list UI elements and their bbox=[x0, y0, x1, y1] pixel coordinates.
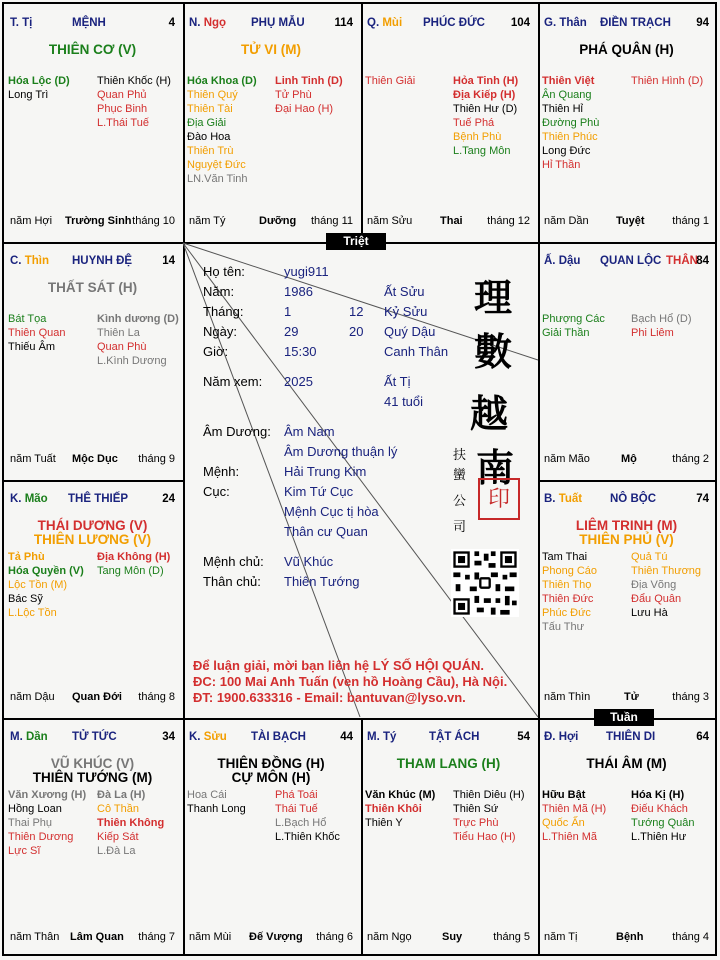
star: Thiên Khôi bbox=[365, 803, 422, 815]
palace-dan[interactable] bbox=[4, 718, 181, 956]
star: Thiên Phúc bbox=[542, 131, 598, 143]
view-year-can: Ất Tị bbox=[384, 374, 411, 389]
star: Thiên Hư (D) bbox=[453, 103, 518, 115]
star: Phong Cáo bbox=[542, 565, 598, 577]
major-star: VŨ KHÚC (V) bbox=[50, 756, 135, 771]
star: Tuế Phá bbox=[453, 117, 495, 129]
palace-branch: N. bbox=[189, 17, 204, 29]
star: Đại Hao (H) bbox=[275, 103, 334, 115]
star: Địa Võng bbox=[631, 579, 677, 591]
palace-cycle: Dưỡng bbox=[259, 215, 297, 227]
star: Thiên Quan bbox=[8, 327, 66, 339]
palace-branch: C. bbox=[10, 255, 25, 267]
star: Tam Thai bbox=[542, 551, 588, 563]
small-calligraphy: 扶 bbox=[453, 448, 467, 463]
small-calligraphy: 司 bbox=[453, 520, 467, 535]
star: Thiên Khốc (H) bbox=[97, 75, 171, 87]
menh-value: Hải Trung Kim bbox=[284, 464, 367, 479]
palace-month: tháng 2 bbox=[672, 453, 709, 465]
contact-address: ĐC: 100 Mai Anh Tuấn (ven hồ Hoàng Cầu), Hà Nội. bbox=[193, 674, 508, 689]
star: Tướng Quân bbox=[631, 817, 695, 829]
palace-branch: Tuất bbox=[558, 493, 583, 505]
star: Địa Không (H) bbox=[97, 551, 171, 563]
day-label: Ngày: bbox=[203, 324, 237, 339]
amduong-label: Âm Dương: bbox=[203, 424, 271, 439]
star: Thiên Quý bbox=[187, 89, 238, 101]
than-position: Thân cư Quan bbox=[284, 524, 368, 539]
palace-year: năm Tuất bbox=[10, 453, 56, 465]
star: Đường Phù bbox=[542, 117, 600, 129]
star: Văn Xương (H) bbox=[8, 789, 87, 801]
palace-month: tháng 5 bbox=[493, 931, 530, 943]
star: L.Lộc Tồn bbox=[8, 607, 57, 619]
star: L.Thiên Khốc bbox=[275, 831, 340, 843]
star: Tang Môn (D) bbox=[97, 565, 164, 577]
palace-name: THIÊN DI bbox=[606, 731, 656, 743]
star: L.Kình Dương bbox=[97, 355, 167, 367]
year-label: Năm: bbox=[203, 284, 235, 299]
palace-branch: Dần bbox=[25, 731, 48, 743]
palace-name: HUYNH ĐỆ bbox=[72, 255, 133, 267]
day-value: 29 bbox=[284, 324, 299, 339]
palace-name: TẬT ÁCH bbox=[429, 731, 480, 743]
major-star: THIÊN TƯỚNG (M) bbox=[32, 770, 153, 785]
star: Long Đức bbox=[542, 145, 591, 157]
hour-value: 15:30 bbox=[284, 344, 317, 359]
star: L.Tang Môn bbox=[453, 145, 511, 157]
palace-cycle: Đế Vượng bbox=[249, 931, 303, 943]
seal-text: 印 bbox=[487, 486, 510, 511]
palace-number: 14 bbox=[162, 255, 175, 267]
month-label: Tháng: bbox=[203, 304, 244, 319]
month-lunar: 12 bbox=[349, 304, 364, 319]
star: Hóa Khoa (D) bbox=[187, 75, 257, 87]
palace-branch: Sửu bbox=[203, 731, 227, 743]
tuan-tag: Tuần bbox=[594, 709, 654, 726]
name-label: Họ tên: bbox=[203, 264, 245, 279]
palace-branch: Ấ. Dậu bbox=[544, 255, 581, 267]
major-star: THẤT SÁT (H) bbox=[47, 280, 138, 295]
star: Thiên Mã (H) bbox=[542, 803, 607, 815]
star: Phá Toái bbox=[275, 789, 318, 801]
triet-tag: Triệt bbox=[326, 233, 386, 250]
major-star: THIÊN CƠ (V) bbox=[48, 42, 137, 57]
palace-year: năm Ngọ bbox=[367, 931, 412, 943]
palace-branch: B. bbox=[544, 493, 559, 505]
small-calligraphy: 公 bbox=[453, 494, 467, 509]
palace-name: QUAN LỘC bbox=[600, 255, 662, 267]
palace-month: tháng 12 bbox=[487, 215, 530, 227]
palace-year: năm Thân bbox=[10, 931, 60, 943]
view-year-value: 2025 bbox=[284, 374, 313, 389]
star: Hỉ Thần bbox=[542, 159, 581, 171]
palace-name: PHỤ MẪU bbox=[251, 17, 305, 29]
contact-intro: Để luận giải, mời bạn liên hệ LÝ SỐ HỘI QUÁN. bbox=[193, 658, 484, 673]
palace-name: PHÚC ĐỨC bbox=[423, 17, 485, 29]
star: Tiểu Hao (H) bbox=[453, 831, 516, 843]
palace-dau[interactable] bbox=[538, 242, 715, 478]
star: Văn Khúc (M) bbox=[365, 789, 436, 801]
star: Hỏa Tinh (H) bbox=[453, 75, 519, 87]
palace-branch: G. Thân bbox=[544, 17, 587, 29]
star: Tấu Thư bbox=[542, 621, 585, 633]
palace-branch: M. Tý bbox=[367, 731, 397, 743]
star: Bác Sỹ bbox=[8, 593, 43, 605]
star: Quốc Ấn bbox=[542, 817, 585, 829]
star: Thiên Dương bbox=[8, 831, 74, 843]
major-star: LIÊM TRINH (M) bbox=[575, 518, 678, 533]
palace-branch: Ngọ bbox=[203, 17, 227, 29]
palace-number: 94 bbox=[696, 17, 709, 29]
palace-than-top[interactable] bbox=[538, 4, 715, 240]
star: Đà La (H) bbox=[97, 789, 146, 801]
palace-month: tháng 10 bbox=[132, 215, 175, 227]
cuc-value: Kim Tứ Cục bbox=[284, 484, 354, 499]
star: Thiên Không bbox=[97, 817, 165, 829]
palace-name: TỬ TỨC bbox=[72, 731, 117, 743]
day-can: Quý Dậu bbox=[384, 324, 436, 339]
palace-cycle: Lâm Quan bbox=[70, 931, 124, 943]
star: Kiếp Sát bbox=[97, 831, 139, 843]
star: Hóa Quyền (V) bbox=[8, 565, 84, 577]
palace-cycle: Tử bbox=[624, 691, 639, 703]
major-star: TỬ VI (M) bbox=[241, 42, 301, 57]
palace-name: NÔ BỘC bbox=[610, 493, 656, 505]
star: Giải Thần bbox=[542, 327, 590, 339]
palace-cycle: Quan Đới bbox=[72, 691, 122, 703]
palace-mui[interactable] bbox=[361, 4, 536, 240]
major-star: THIÊN ĐỒNG (H) bbox=[217, 756, 325, 771]
star: Linh Tinh (D) bbox=[275, 75, 343, 87]
star: Thiên Việt bbox=[542, 75, 595, 87]
star: Long Trì bbox=[8, 89, 49, 101]
star: Tử Phù bbox=[275, 89, 312, 101]
star: Lực Sĩ bbox=[8, 845, 41, 857]
view-year-label: Năm xem: bbox=[203, 374, 263, 389]
amduong-relation: Âm Dương thuận lý bbox=[284, 444, 398, 459]
palace-branch: Đ. Hợi bbox=[544, 731, 579, 743]
star: Thanh Long bbox=[187, 803, 246, 815]
star: Phi Liêm bbox=[631, 327, 674, 339]
palace-year: năm Dậu bbox=[10, 691, 55, 703]
palace-ty[interactable] bbox=[361, 718, 536, 956]
palace-ti[interactable] bbox=[4, 4, 181, 240]
star: Trực Phù bbox=[453, 817, 499, 829]
star: Điếu Khách bbox=[631, 803, 688, 815]
star: LN.Văn Tinh bbox=[187, 173, 248, 185]
star: Thiên Thọ bbox=[542, 579, 592, 591]
palace-branch: Q. bbox=[367, 17, 383, 29]
palace-cycle: Mộ bbox=[621, 453, 637, 465]
palace-branch: Mùi bbox=[382, 17, 403, 29]
palace-number: 54 bbox=[517, 731, 530, 743]
year-value: 1986 bbox=[284, 284, 313, 299]
star: Bệnh Phù bbox=[453, 131, 502, 143]
menhchu-label: Mệnh chủ: bbox=[203, 554, 264, 569]
day-lunar: 20 bbox=[349, 324, 364, 339]
star: L.Thiên Mã bbox=[542, 831, 598, 843]
palace-year: năm Mão bbox=[544, 453, 590, 465]
star: Thiên Trù bbox=[187, 145, 234, 157]
star: Địa Giải bbox=[187, 117, 227, 129]
palace-year: năm Mùi bbox=[189, 931, 232, 943]
menh-label: Mệnh: bbox=[203, 464, 240, 479]
palace-year: năm Sửu bbox=[367, 215, 413, 227]
star: Phục Binh bbox=[97, 103, 148, 115]
palace-cycle: Mộc Dục bbox=[72, 453, 118, 465]
small-calligraphy: 蠻 bbox=[453, 468, 467, 483]
palace-name: THÊ THIẾP bbox=[68, 493, 129, 505]
palace-name: ĐIỀN TRẠCH bbox=[600, 17, 671, 29]
major-star: CỰ MÔN (H) bbox=[231, 770, 311, 785]
star: Quan Phủ bbox=[97, 89, 147, 101]
star: Hoa Cái bbox=[187, 789, 227, 801]
menhchu-value: Vũ Khúc bbox=[284, 554, 334, 569]
palace-month: tháng 3 bbox=[672, 691, 709, 703]
cuc-label: Cục: bbox=[203, 484, 230, 499]
star: L.Thái Tuế bbox=[97, 117, 149, 129]
star: Thai Phụ bbox=[8, 817, 53, 829]
star: Đào Hoa bbox=[187, 131, 231, 143]
major-star: THIÊN LƯƠNG (V) bbox=[33, 532, 152, 547]
contact-phone-email[interactable]: ĐT: 1900.633316 - Email: bantuvan@lyso.vn. bbox=[193, 690, 466, 705]
major-star: PHÁ QUÂN (H) bbox=[579, 42, 674, 57]
star: Địa Kiếp (H) bbox=[453, 89, 516, 101]
palace-month: tháng 1 bbox=[672, 215, 709, 227]
palace-number: 24 bbox=[162, 493, 175, 505]
star: Hữu Bật bbox=[542, 789, 586, 801]
major-star: THÁI DƯƠNG (V) bbox=[37, 518, 148, 533]
palace-number: 34 bbox=[162, 731, 175, 743]
palace-mao[interactable] bbox=[4, 480, 181, 716]
palace-branch: T. Tị bbox=[10, 17, 33, 29]
than-marker: THÂN bbox=[666, 255, 698, 267]
palace-number: 4 bbox=[168, 17, 175, 29]
seal-stamp bbox=[478, 478, 520, 520]
palace-cycle: Tuyệt bbox=[616, 215, 645, 227]
palace-cycle: Trường Sinh bbox=[65, 215, 132, 227]
palace-year: năm Dần bbox=[544, 215, 589, 227]
star: Kình dương (D) bbox=[97, 313, 179, 325]
star: Lộc Tồn (M) bbox=[8, 579, 68, 591]
palace-branch: K. bbox=[10, 493, 25, 505]
palace-month: tháng 7 bbox=[138, 931, 175, 943]
star: Thiên Thương bbox=[631, 565, 702, 577]
palace-suu[interactable] bbox=[183, 718, 359, 956]
star: Thiên Tài bbox=[187, 103, 233, 115]
hour-can: Canh Thân bbox=[384, 344, 449, 359]
palace-cycle: Thai bbox=[440, 215, 463, 227]
palace-year: năm Tý bbox=[189, 215, 226, 227]
palace-number: 74 bbox=[696, 493, 709, 505]
thanchu-label: Thân chủ: bbox=[203, 574, 261, 589]
star: Thiên Diêu (H) bbox=[453, 789, 525, 801]
star: L.Thiên Hư bbox=[631, 831, 687, 843]
palace-cycle: Suy bbox=[442, 931, 463, 943]
star: Bát Tọa bbox=[8, 313, 47, 325]
calligraphy-char: 越 bbox=[470, 391, 509, 436]
palace-tuat[interactable] bbox=[538, 480, 715, 716]
palace-hoi[interactable] bbox=[538, 718, 715, 956]
palace-number: 64 bbox=[696, 731, 709, 743]
qr-code-icon[interactable] bbox=[451, 549, 519, 617]
palace-month: tháng 8 bbox=[138, 691, 175, 703]
star: Thiếu Âm bbox=[8, 341, 56, 353]
star: Thiên Sứ bbox=[453, 803, 499, 815]
star: Nguyệt Đức bbox=[187, 159, 246, 171]
month-value: 1 bbox=[284, 304, 292, 319]
palace-branch: Mão bbox=[24, 493, 48, 505]
palace-month: tháng 9 bbox=[138, 453, 175, 465]
palace-year: năm Thìn bbox=[544, 691, 591, 703]
palace-year: năm Tị bbox=[544, 931, 578, 943]
star: Thiên Giải bbox=[365, 75, 416, 87]
year-can: Ất Sửu bbox=[384, 284, 425, 299]
month-can: Kỷ Sửu bbox=[384, 304, 428, 319]
star: Quả Tú bbox=[631, 551, 668, 563]
star: Hóa Lộc (D) bbox=[8, 75, 70, 87]
star: Thiên Đức bbox=[542, 593, 594, 605]
palace-month: tháng 11 bbox=[310, 215, 353, 227]
star: L.Bạch Hổ bbox=[275, 817, 327, 829]
calligraphy-char: 理 bbox=[474, 275, 513, 320]
star: Hóa Kị (H) bbox=[631, 789, 685, 801]
palace-branch: Thìn bbox=[24, 255, 49, 267]
major-star: THÁI ÂM (M) bbox=[586, 756, 667, 771]
palace-name: TÀI BẠCH bbox=[251, 731, 306, 743]
palace-month: tháng 4 bbox=[672, 931, 709, 943]
palace-number: 114 bbox=[334, 17, 353, 29]
major-star: THAM LANG (H) bbox=[396, 756, 501, 771]
palace-number: 44 bbox=[340, 731, 353, 743]
palace-cycle: Bệnh bbox=[616, 931, 644, 943]
cuc-relation: Mệnh Cục tị hòa bbox=[284, 504, 379, 519]
hour-label: Giờ: bbox=[203, 344, 229, 359]
palace-number: 84 bbox=[696, 255, 709, 267]
star: L.Đà La bbox=[97, 845, 136, 857]
star: Bạch Hổ (D) bbox=[631, 313, 692, 325]
star: Thái Tuế bbox=[275, 803, 318, 815]
star: Thiên Y bbox=[365, 817, 403, 829]
star: Phượng Các bbox=[542, 313, 605, 325]
amduong-value: Âm Nam bbox=[284, 424, 335, 439]
palace-number: 104 bbox=[510, 17, 530, 29]
star: Hồng Loan bbox=[8, 803, 62, 815]
star: Phúc Đức bbox=[542, 607, 591, 619]
thanchu-value: Thiên Tướng bbox=[284, 574, 360, 589]
name-value: yugi911 bbox=[284, 264, 329, 279]
star: Cô Thần bbox=[97, 803, 139, 815]
major-star: THIÊN PHỦ (V) bbox=[579, 532, 674, 547]
palace-name: MỆNH bbox=[72, 17, 106, 29]
palace-ngo[interactable] bbox=[183, 4, 359, 240]
star: Lưu Hà bbox=[631, 607, 668, 619]
star: Thiên Hỉ bbox=[542, 103, 583, 115]
star: Ân Quang bbox=[542, 89, 592, 101]
star: Thiên La bbox=[97, 327, 140, 339]
star: Thiên Hình (D) bbox=[631, 75, 704, 87]
palace-branch: K. bbox=[189, 731, 204, 743]
star: Quan Phù bbox=[97, 341, 147, 353]
palace-month: tháng 6 bbox=[316, 931, 353, 943]
palace-thin[interactable] bbox=[4, 242, 181, 478]
palace-branch: M. bbox=[10, 731, 26, 743]
star: Đẩu Quân bbox=[631, 593, 682, 605]
age-value: 41 tuổi bbox=[384, 394, 424, 409]
star: Tả Phù bbox=[8, 551, 45, 563]
calligraphy-char: 數 bbox=[474, 329, 513, 374]
calligraphy-char: 南 bbox=[476, 445, 515, 490]
palace-year: năm Hợi bbox=[10, 215, 53, 227]
